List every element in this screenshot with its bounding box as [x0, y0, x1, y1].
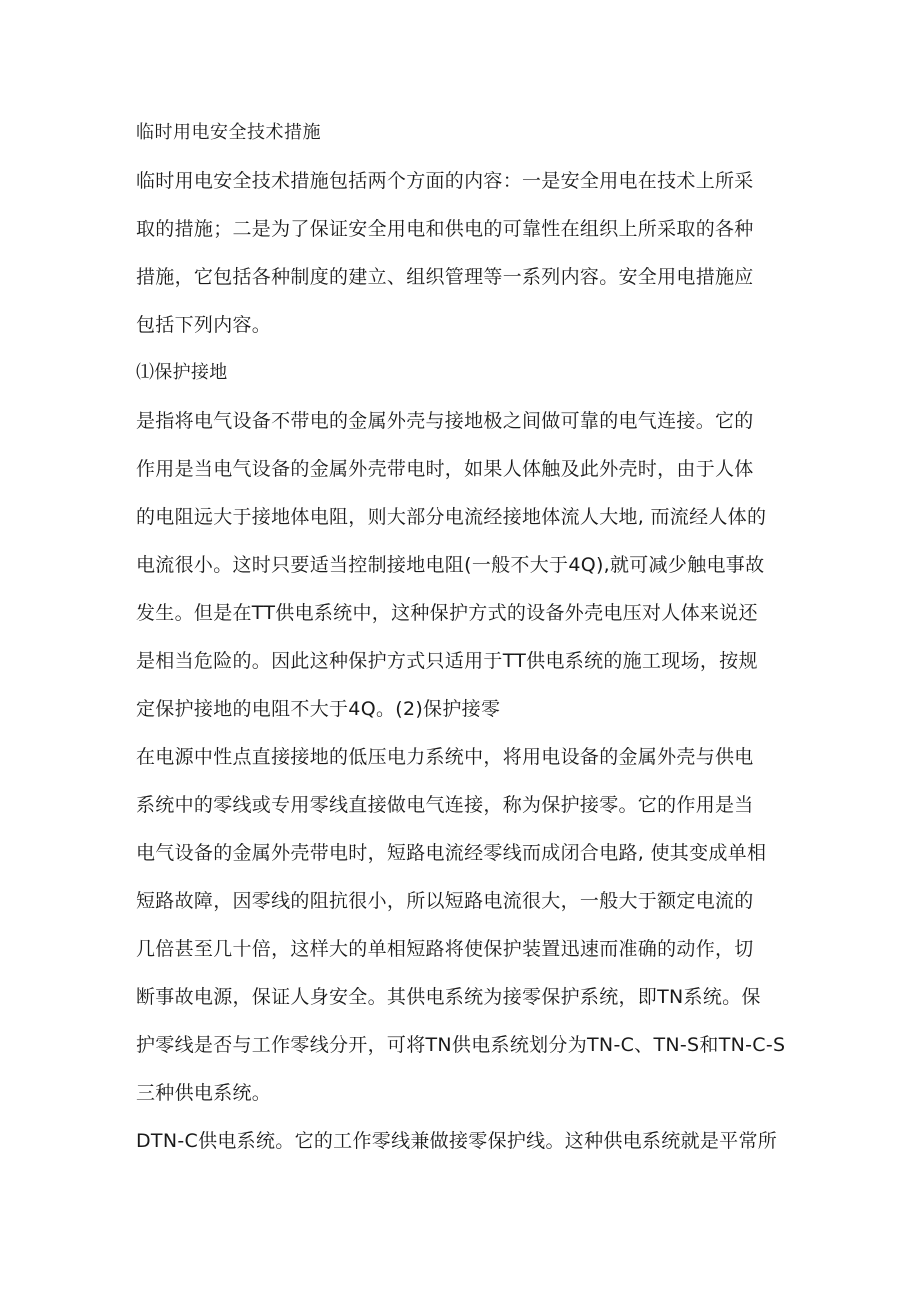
paragraph-line: 的电阻远大于接地体电阻，则大部分电流经接地体流人大地, 而流经人体的: [136, 506, 767, 528]
paragraph-line: 几倍甚至几十倍，这样大的单相短路将使保护装置迅速而准确的动作，切: [136, 938, 754, 960]
paragraph-line: 定保护接地的电阻不大于4Q。(2)保护接零: [136, 698, 501, 720]
paragraph-line: 断事故电源，保证人身安全。其供电系统为接零保护系统，即TN系统。保: [136, 986, 761, 1008]
paragraph-line: 电气设备的金属外壳带电时，短路电流经零线而成闭合电路, 使其变成单相: [136, 842, 767, 864]
paragraph-line: 发生。但是在TT供电系统中，这种保护方式的设备外壳电压对人体来说还: [136, 602, 758, 624]
paragraph-line: 是相当危险的。因此这种保护方式只适用于TT供电系统的施工现场，按规: [136, 650, 758, 672]
paragraph-line: 护零线是否与工作零线分开，可将TN供电系统划分为TN-C、TN-S和TN-C-S: [136, 1034, 786, 1056]
paragraph-line: 电流很小。这时只要适当控制接地电阻(一般不大于4Q),就可减少触电事故: [136, 554, 765, 576]
paragraph-line: 三种供电系统。: [136, 1082, 272, 1104]
section-heading-protective-grounding: ⑴保护接地: [136, 362, 228, 383]
paragraph-line: 是指将电气设备不带电的金属外壳与接地极之间做可靠的电气连接。它的: [136, 410, 754, 432]
paragraph-line: 取的措施；二是为了保证安全用电和供电的可靠性在组织上所采取的各种: [136, 218, 754, 240]
paragraph-line: 包括下列内容。: [136, 314, 272, 336]
paragraph-line: 措施，它包括各种制度的建立、组织管理等一系列内容。安全用电措施应: [136, 266, 754, 288]
paragraph-line: 临时用电安全技术措施包括两个方面的内容：一是安全用电在技术上所采: [136, 170, 754, 192]
paragraph-line: 在电源中性点直接接地的低压电力系统中，将用电设备的金属外壳与供电: [136, 746, 754, 768]
paragraph-line: 系统中的零线或专用零线直接做电气连接，称为保护接零。它的作用是当: [136, 794, 754, 816]
paragraph-line: 作用是当电气设备的金属外壳带电时，如果人体触及此外壳时，由于人体: [136, 458, 754, 480]
paragraph-line: DTN-C供电系统。它的工作零线兼做接零保护线。这种供电系统就是平常所: [136, 1130, 778, 1152]
paragraph-line: 短路故障，因零线的阻抗很小，所以短路电流很大，一般大于额定电流的: [136, 890, 754, 912]
document-title: 临时用电安全技术措施: [136, 122, 321, 143]
document-body: [136, 113, 784, 1169]
